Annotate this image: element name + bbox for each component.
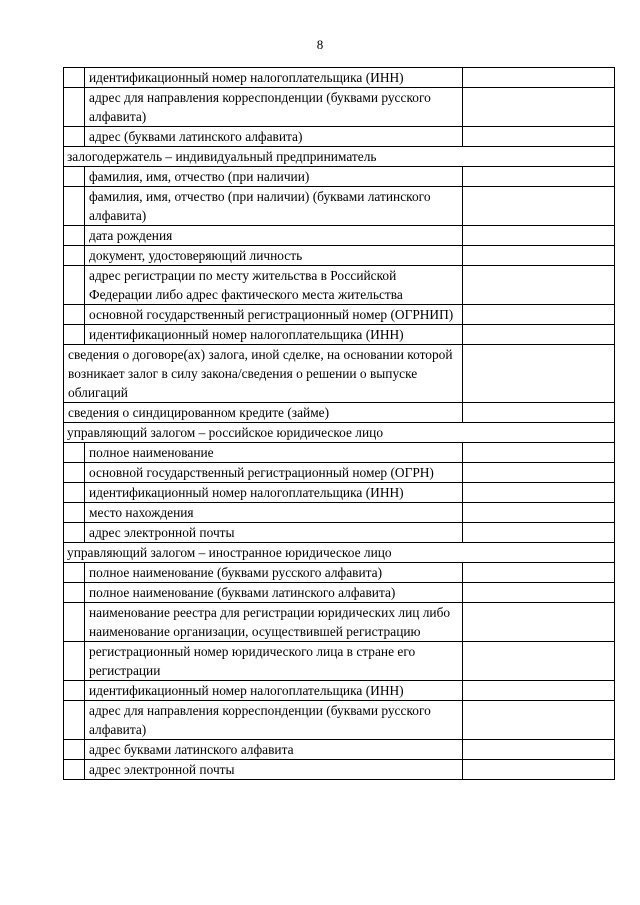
indent-cell (64, 760, 85, 780)
section-row (64, 423, 615, 443)
field-label: адрес для направления корреспонденции (буквами русского алфавита) (85, 88, 463, 127)
field-label: полное наименование (буквами латинского алфавита) (85, 583, 463, 603)
field-value-cell (463, 760, 615, 780)
table-row (64, 305, 615, 325)
field-value-cell (463, 701, 615, 740)
table-row (64, 403, 615, 423)
table-row (64, 443, 615, 463)
table-row (64, 642, 615, 681)
table-row (64, 483, 615, 503)
table-row (64, 325, 615, 345)
field-value-cell (463, 740, 615, 760)
field-value-cell (463, 127, 615, 147)
form-table (63, 67, 615, 780)
table-row (64, 503, 615, 523)
field-label: адрес (буквами латинского алфавита) (85, 127, 463, 147)
indent-cell (64, 187, 85, 226)
indent-cell (64, 226, 85, 246)
field-label: дата рождения (85, 226, 463, 246)
section-heading: залогодержатель – индивидуальный предприниматель (64, 147, 615, 167)
table-row (64, 563, 615, 583)
field-value-cell (463, 266, 615, 305)
indent-cell (64, 603, 85, 642)
field-value-cell (463, 345, 615, 403)
table-row (64, 68, 615, 88)
table-row (64, 583, 615, 603)
field-label: сведения о договоре(ах) залога, иной сделке, на основании которой возникает залог в силу закона/сведения о решении о выпуске облигаций (64, 345, 463, 403)
indent-cell (64, 305, 85, 325)
section-row (64, 543, 615, 563)
field-value-cell (463, 443, 615, 463)
field-label: полное наименование (85, 443, 463, 463)
field-label: идентификационный номер налогоплательщика (ИНН) (85, 681, 463, 701)
indent-cell (64, 503, 85, 523)
table-row (64, 523, 615, 543)
section-heading: управляющий залогом – российское юридическое лицо (64, 423, 615, 443)
field-value-cell (463, 68, 615, 88)
field-label: идентификационный номер налогоплательщика (ИНН) (85, 68, 463, 88)
field-label: адрес для направления корреспонденции (буквами русского алфавита) (85, 701, 463, 740)
field-value-cell (463, 503, 615, 523)
indent-cell (64, 740, 85, 760)
field-value-cell (463, 583, 615, 603)
field-label: документ, удостоверяющий личность (85, 246, 463, 266)
indent-cell (64, 642, 85, 681)
field-label: адрес электронной почты (85, 523, 463, 543)
form-table-body (64, 68, 615, 780)
indent-cell (64, 167, 85, 187)
table-row (64, 167, 615, 187)
field-label: основной государственный регистрационный номер (ОГРНИП) (85, 305, 463, 325)
section-row (64, 147, 615, 167)
field-value-cell (463, 403, 615, 423)
indent-cell (64, 127, 85, 147)
indent-cell (64, 266, 85, 305)
indent-cell (64, 463, 85, 483)
field-value-cell (463, 483, 615, 503)
table-row (64, 603, 615, 642)
section-heading: управляющий залогом – иностранное юридическое лицо (64, 543, 615, 563)
field-label: адрес буквами латинского алфавита (85, 740, 463, 760)
field-label: основной государственный регистрационный номер (ОГРН) (85, 463, 463, 483)
field-value-cell (463, 642, 615, 681)
indent-cell (64, 483, 85, 503)
table-row (64, 345, 615, 403)
table-row (64, 760, 615, 780)
table-row (64, 226, 615, 246)
indent-cell (64, 523, 85, 543)
field-label: фамилия, имя, отчество (при наличии) (85, 167, 463, 187)
field-value-cell (463, 167, 615, 187)
table-row (64, 187, 615, 226)
field-value-cell (463, 88, 615, 127)
table-row (64, 701, 615, 740)
field-label: фамилия, имя, отчество (при наличии) (буквами латинского алфавита) (85, 187, 463, 226)
field-value-cell (463, 681, 615, 701)
indent-cell (64, 88, 85, 127)
field-label: сведения о синдицированном кредите (займе) (64, 403, 463, 423)
field-value-cell (463, 187, 615, 226)
indent-cell (64, 325, 85, 345)
field-label: адрес регистрации по месту жительства в Российской Федерации либо адрес фактического места жительства (85, 266, 463, 305)
indent-cell (64, 246, 85, 266)
indent-cell (64, 563, 85, 583)
indent-cell (64, 443, 85, 463)
table-row (64, 127, 615, 147)
field-value-cell (463, 523, 615, 543)
table-row (64, 88, 615, 127)
table-row (64, 463, 615, 483)
field-value-cell (463, 246, 615, 266)
indent-cell (64, 701, 85, 740)
indent-cell (64, 681, 85, 701)
table-row (64, 740, 615, 760)
table-row (64, 246, 615, 266)
field-value-cell (463, 563, 615, 583)
field-value-cell (463, 226, 615, 246)
field-value-cell (463, 305, 615, 325)
field-value-cell (463, 325, 615, 345)
field-label: регистрационный номер юридического лица в стране его регистрации (85, 642, 463, 681)
indent-cell (64, 68, 85, 88)
field-label: адрес электронной почты (85, 760, 463, 780)
table-row (64, 681, 615, 701)
indent-cell (64, 583, 85, 603)
field-label: идентификационный номер налогоплательщика (ИНН) (85, 325, 463, 345)
field-label: место нахождения (85, 503, 463, 523)
field-label: наименование реестра для регистрации юридических лиц либо наименование организации, осуществившей регистрацию (85, 603, 463, 642)
field-value-cell (463, 603, 615, 642)
table-row (64, 266, 615, 305)
field-label: идентификационный номер налогоплательщика (ИНН) (85, 483, 463, 503)
page-number: 8 (316, 37, 324, 52)
field-label: полное наименование (буквами русского алфавита) (85, 563, 463, 583)
field-value-cell (463, 463, 615, 483)
